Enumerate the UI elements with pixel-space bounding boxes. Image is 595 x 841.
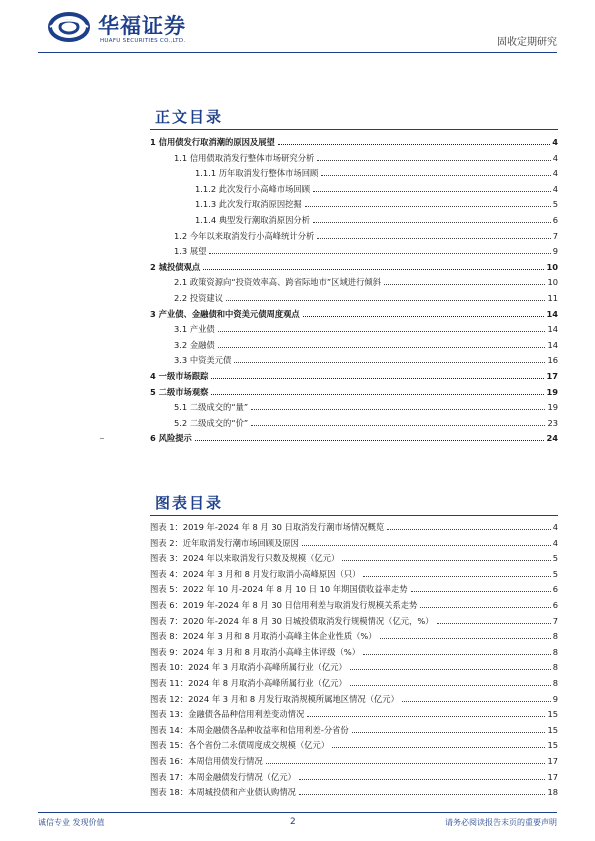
toc-entry-page: 10 bbox=[546, 261, 558, 272]
toc-entry[interactable] bbox=[150, 275, 558, 288]
dot-leader bbox=[211, 393, 544, 395]
footer-slogan: 诚信专业 发现价值 bbox=[38, 818, 105, 827]
toc-entry-label: 3 产业债、金融债和中资美元债周度观点 bbox=[150, 308, 300, 319]
dot-leader bbox=[380, 637, 551, 639]
figure-entry-label: 图表 10：2024 年 3 月取消小高峰所属行业（亿元） bbox=[150, 662, 347, 673]
toc-entry-page: 16 bbox=[547, 355, 558, 366]
figure-entry-label: 图表 3：2024 年以来取消发行只数及规模（亿元） bbox=[150, 553, 340, 564]
dot-leader bbox=[299, 778, 545, 780]
dot-leader bbox=[234, 361, 545, 363]
figure-entry-label: 图表 15：各个省份二永债周度成交规模（亿元） bbox=[150, 740, 330, 751]
figure-entry-label: 图表 11：2024 年 8 月取消小高峰所属行业（亿元） bbox=[150, 678, 347, 688]
figure-entry-page: 17 bbox=[547, 771, 558, 782]
toc-entry[interactable] bbox=[150, 400, 558, 413]
toc-entry-page: 9 bbox=[552, 246, 558, 257]
dot-leader bbox=[266, 762, 546, 764]
figure-entry-page: 17 bbox=[547, 756, 558, 766]
toc-entry-page: 4 bbox=[552, 152, 558, 163]
toc-entry[interactable] bbox=[150, 431, 558, 444]
margin-mark bbox=[100, 438, 104, 439]
figure-entry-page: 9 bbox=[552, 693, 558, 704]
figure-list-title: 图表目录 bbox=[155, 494, 224, 512]
dot-leader bbox=[313, 221, 551, 223]
figure-entry-label: 图表 5：2022 年 10 月-2024 年 8 月 10 日 10 年期国债收益率走势 bbox=[150, 584, 408, 595]
figure-entry-page: 6 bbox=[552, 584, 558, 595]
toc-entry[interactable] bbox=[150, 353, 558, 366]
figure-entry-label: 图表 14：本周金融债各品种收益率和信用利差-分省份 bbox=[150, 724, 349, 735]
toc-title: 正文目录 bbox=[155, 108, 224, 126]
toc-entry-label: 3.2 金融债 bbox=[174, 339, 215, 350]
toc-entry[interactable] bbox=[150, 151, 558, 164]
dot-leader bbox=[420, 606, 550, 608]
figure-entry-page: 8 bbox=[552, 631, 558, 642]
figure-entry-label: 图表 4：2024 年 3 月和 8 月发行取消小高峰原因（只） bbox=[150, 568, 361, 579]
toc-entry[interactable] bbox=[150, 260, 558, 273]
toc-entry-page: 14 bbox=[547, 324, 558, 335]
toc-entry-label: 1.1.1 历年取消发行整体市场回顾 bbox=[195, 168, 319, 179]
figure-entry[interactable] bbox=[150, 628, 558, 642]
figure-entry-page: 5 bbox=[552, 568, 558, 579]
toc-entry-page: 23 bbox=[547, 417, 558, 428]
dot-leader bbox=[332, 746, 545, 748]
toc-entry-page: 4 bbox=[552, 137, 558, 147]
toc-entry[interactable] bbox=[150, 166, 558, 179]
dot-leader bbox=[303, 315, 545, 317]
toc-entry-page: 14 bbox=[547, 339, 558, 350]
toc-entry-label: 2.1 政策资源向“投资效率高、跨省际地市”区域进行倾斜 bbox=[174, 277, 381, 288]
dot-leader bbox=[218, 330, 546, 332]
logo-english-name: HUAFU SECURITIES CO.,LTD. bbox=[100, 38, 186, 44]
logo-wordmark: 华福证券 bbox=[98, 14, 186, 38]
toc-entry-label: 1.1 信用债取消发行整体市场研究分析 bbox=[174, 152, 315, 163]
toc-entry-label: 3.1 产业债 bbox=[174, 324, 215, 335]
dot-leader bbox=[218, 346, 546, 348]
toc-entry-page: 4 bbox=[552, 183, 558, 194]
toc-entry-page: 19 bbox=[546, 386, 558, 397]
toc-entry-label: 4 一级市场跟踪 bbox=[150, 371, 209, 381]
figure-entry[interactable] bbox=[150, 769, 558, 783]
dot-leader bbox=[342, 559, 550, 561]
dot-leader bbox=[387, 528, 551, 530]
toc-entry-label: 2 城投债观点 bbox=[150, 261, 201, 272]
dot-leader bbox=[278, 143, 550, 145]
dot-leader bbox=[363, 653, 551, 655]
figure-entry-label: 图表 18：本周城投债和产业债认购情况 bbox=[150, 787, 296, 798]
figure-entry-page: 4 bbox=[552, 522, 558, 532]
toc-entry-page: 17 bbox=[546, 371, 558, 381]
figure-entry-page: 4 bbox=[552, 537, 558, 548]
toc-entry[interactable] bbox=[150, 197, 558, 210]
figure-entry-label: 图表 17：本周金融债发行情况（亿元） bbox=[150, 771, 296, 782]
report-type: 固收定期研究 bbox=[497, 37, 557, 48]
header-divider bbox=[38, 52, 557, 53]
footer-disclaimer: 请务必阅读报告末页的重要声明 bbox=[445, 818, 557, 827]
toc-entry[interactable] bbox=[150, 322, 558, 335]
dot-leader bbox=[317, 159, 550, 161]
toc-entry[interactable] bbox=[150, 416, 558, 429]
figure-entry-page: 15 bbox=[547, 740, 558, 751]
dot-leader bbox=[317, 237, 550, 239]
figure-entry[interactable] bbox=[150, 675, 558, 689]
dot-leader bbox=[305, 205, 551, 207]
figure-entry[interactable] bbox=[150, 753, 558, 767]
dot-leader bbox=[209, 252, 550, 254]
toc-title-rule bbox=[150, 129, 558, 130]
figure-entry-label: 图表 8：2024 年 3 月和 8 月取消小高峰主体企业性质（%） bbox=[150, 631, 377, 642]
dot-leader bbox=[226, 299, 545, 301]
toc-entry-label: 1.1.2 此次发行小高峰市场回顾 bbox=[195, 183, 311, 194]
toc-entry[interactable] bbox=[150, 213, 558, 226]
figure-entry-label: 图表 2：近年取消发行潮市场回顾及原因 bbox=[150, 537, 299, 548]
toc-entry-label: 1.3 展望 bbox=[174, 246, 207, 257]
toc-entry[interactable] bbox=[150, 244, 558, 257]
toc-entry-label: 2.2 投资建议 bbox=[174, 293, 224, 303]
page-number: 2 bbox=[290, 817, 296, 827]
figure-entry-label: 图表 13：金融债各品种信用利差变动情况 bbox=[150, 709, 305, 720]
figure-entry[interactable] bbox=[150, 597, 558, 611]
dot-leader bbox=[350, 668, 551, 670]
figure-entry-page: 8 bbox=[552, 678, 558, 688]
figure-entry[interactable] bbox=[150, 737, 558, 751]
figure-entry[interactable] bbox=[150, 659, 558, 673]
dot-leader bbox=[211, 377, 544, 379]
figure-entry-page: 18 bbox=[547, 787, 558, 798]
toc-entry-page: 7 bbox=[552, 230, 558, 241]
figure-entry[interactable] bbox=[150, 784, 558, 798]
dot-leader bbox=[195, 439, 545, 441]
toc-entry[interactable] bbox=[150, 369, 558, 382]
figure-list-title-rule bbox=[150, 515, 558, 516]
toc-entry[interactable] bbox=[150, 291, 558, 304]
toc-entry-page: 5 bbox=[552, 199, 558, 210]
huafu-logo-icon bbox=[48, 12, 90, 42]
figure-entry-page: 8 bbox=[552, 662, 558, 673]
figure-entry-label: 图表 1：2019 年-2024 年 8 月 30 日取消发行潮市场情况概览 bbox=[150, 522, 385, 532]
figure-entry[interactable] bbox=[150, 519, 558, 533]
dot-leader bbox=[321, 174, 550, 176]
dot-leader bbox=[352, 731, 546, 733]
figure-entry-label: 图表 16：本周信用债发行情况 bbox=[150, 756, 263, 766]
figure-entry-page: 7 bbox=[552, 615, 558, 626]
toc-entry[interactable] bbox=[150, 229, 558, 242]
toc-entry-label: 1.1.4 典型发行潮取消原因分析 bbox=[195, 215, 311, 225]
figure-entry-label: 图表 12：2024 年 3 月和 8 月发行取消规模所属地区情况（亿元） bbox=[150, 693, 399, 704]
dot-leader bbox=[402, 700, 551, 702]
toc-entry-page: 14 bbox=[546, 308, 558, 319]
figure-entry-page: 6 bbox=[552, 600, 558, 610]
dot-leader bbox=[203, 268, 544, 270]
figure-entry-page: 8 bbox=[552, 646, 558, 657]
dot-leader bbox=[307, 715, 545, 717]
toc-entry-page: 6 bbox=[552, 215, 558, 225]
toc-entry-page: 11 bbox=[547, 293, 558, 303]
toc-entry-label: 1 信用债发行取消潮的原因及展望 bbox=[150, 137, 275, 147]
figure-entry[interactable] bbox=[150, 613, 558, 627]
figure-entry-label: 图表 9：2024 年 3 月和 8 月取消小高峰主体评级（%） bbox=[150, 646, 361, 657]
figure-entry-label: 图表 6：2019 年-2024 年 8 月 30 日信用利差与取消发行规模关系走势 bbox=[150, 600, 418, 610]
toc-entry-page: 24 bbox=[546, 433, 558, 444]
footer-divider bbox=[38, 812, 557, 813]
toc-entry[interactable] bbox=[150, 135, 558, 148]
figure-entry[interactable] bbox=[150, 581, 558, 595]
toc-entry-page: 10 bbox=[547, 277, 558, 288]
figure-entry[interactable] bbox=[150, 722, 558, 736]
dot-leader bbox=[363, 575, 550, 577]
toc-entry-label: 1.1.3 此次发行取消原因挖掘 bbox=[195, 199, 302, 210]
toc-entry-label: 5.2 二级成交的“价” bbox=[174, 417, 249, 428]
figure-entry[interactable] bbox=[150, 706, 558, 720]
toc-entry-page: 19 bbox=[547, 402, 558, 413]
dot-leader bbox=[384, 283, 545, 285]
figure-entry[interactable] bbox=[150, 535, 558, 549]
figure-entry-page: 15 bbox=[547, 724, 558, 735]
dot-leader bbox=[251, 424, 545, 426]
figure-entry-label: 图表 7：2020 年-2024 年 8 月 30 日城投债取消发行规模情况（亿元，%） bbox=[150, 615, 434, 626]
dot-leader bbox=[437, 622, 551, 624]
dot-leader bbox=[411, 590, 551, 592]
toc-entry[interactable] bbox=[150, 307, 558, 320]
page-header bbox=[0, 0, 595, 56]
figure-entry-page: 15 bbox=[547, 709, 558, 720]
toc-entry[interactable] bbox=[150, 182, 558, 195]
toc-entry-label: 6 风险提示 bbox=[150, 433, 192, 444]
figure-entry[interactable] bbox=[150, 644, 558, 658]
toc-entry[interactable] bbox=[150, 385, 558, 398]
figure-entry[interactable] bbox=[150, 550, 558, 564]
figure-entry[interactable] bbox=[150, 691, 558, 705]
dot-leader bbox=[251, 408, 545, 410]
toc-entry-label: 1.2 今年以来取消发行小高峰统计分析 bbox=[174, 230, 315, 241]
dot-leader bbox=[302, 544, 551, 546]
toc-entry[interactable] bbox=[150, 338, 558, 351]
toc-entry-label: 5 二级市场观察 bbox=[150, 386, 209, 397]
figure-entry[interactable] bbox=[150, 566, 558, 580]
dot-leader bbox=[313, 190, 551, 192]
toc-entry-label: 5.1 二级成交的“量” bbox=[174, 402, 249, 413]
toc-entry-label: 3.3 中资美元债 bbox=[174, 355, 232, 366]
dot-leader bbox=[350, 684, 551, 686]
figure-entry-page: 5 bbox=[552, 553, 558, 564]
dot-leader bbox=[299, 793, 545, 795]
toc-entry-page: 4 bbox=[552, 168, 558, 179]
